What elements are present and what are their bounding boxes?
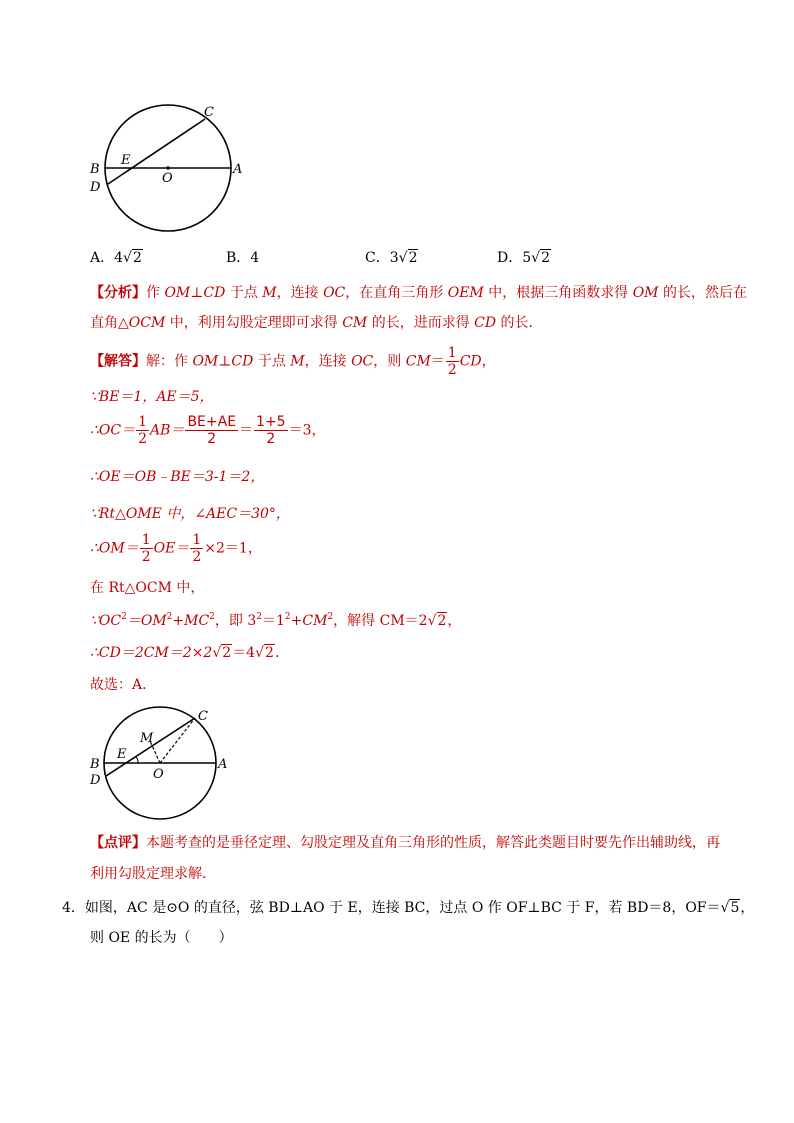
figure-1-circle-diagram bbox=[86, 98, 256, 233]
option-b: B．4 bbox=[226, 250, 260, 266]
fraction: $\frac{BE+AE}{2}$ bbox=[187, 414, 237, 447]
angle-mark bbox=[136, 757, 138, 763]
label-c: C bbox=[204, 105, 214, 120]
solution-line-4: ∴OE＝OB﹣BE＝3-1＝2， bbox=[90, 469, 265, 485]
fraction: $\frac{1+5}{2}$ bbox=[256, 414, 286, 447]
sqrt: √2 bbox=[123, 250, 142, 266]
label-d: D bbox=[90, 773, 101, 788]
sqrt: √2 bbox=[398, 250, 418, 266]
option-d: D．5√2 bbox=[497, 250, 550, 266]
sqrt: √2 bbox=[212, 645, 232, 661]
option-a: A．4√2 bbox=[90, 250, 142, 266]
sqrt: √2 bbox=[531, 250, 550, 266]
solution-line-2: ∵BE＝1，AE＝5， bbox=[90, 389, 214, 405]
option-c: C．3√2 bbox=[365, 250, 418, 266]
figure-2-circle-diagram bbox=[86, 700, 256, 825]
solution-line-8: $\because OC^2=OM^2+MC^2$，即 $3^2=1^2+CM^2$，解得 CM＝2√2， bbox=[90, 612, 462, 629]
solution-line-9: ∴CD＝2CM＝2×2√2＝4√2． bbox=[90, 645, 289, 661]
analysis-line-1: 【分析】作 OM⊥CD 于点 M，连接 OC，在直角三角形 OEM 中，根据三角函数求得 OM 的长，然后在 bbox=[90, 285, 747, 301]
question-4-line-1: 4．如图，AC 是⊙O 的直径，弦 BD⊥AO 于 E，连接 BC，过点 O 作 OF⊥BC 于 F，若 BD＝8，OF＝√5， bbox=[62, 900, 755, 916]
label-b: B bbox=[90, 162, 100, 177]
sqrt: √5 bbox=[720, 900, 740, 916]
center-point bbox=[166, 166, 170, 170]
sqrt: √2 bbox=[427, 613, 447, 629]
solution-line-5: ∵Rt△OME 中，∠AEC＝30°， bbox=[90, 506, 290, 522]
label-a: A bbox=[233, 162, 243, 177]
comment-line-2: 利用勾股定理求解． bbox=[90, 866, 216, 882]
fraction: $\frac{1}{2}$ bbox=[138, 414, 148, 447]
analysis-line-2: 直角△OCM 中，利用勾股定理即可求得 CM 的长，进而求得 CD 的长． bbox=[90, 315, 543, 331]
solution-line-3: ∴OC＝ $\frac{1}{2}$ AB＝ $\frac{BE+AE}{2}$ ＝ $\frac{1+5}{2}$ ＝3， bbox=[90, 414, 326, 447]
question-4-line-2: 则 OE 的长为（ ） bbox=[90, 930, 233, 946]
solution-line-7: 在 Rt△OCM 中， bbox=[90, 580, 205, 596]
fraction: $\frac{1}{2}$ bbox=[192, 532, 202, 565]
label-e: E bbox=[117, 747, 127, 762]
segment-oc bbox=[160, 718, 195, 763]
label-e: E bbox=[121, 153, 131, 168]
fraction: $\frac{1}{2}$ bbox=[447, 345, 457, 378]
label-a: A bbox=[218, 757, 228, 772]
label-d: D bbox=[90, 180, 101, 195]
label-o: O bbox=[162, 171, 173, 186]
solution-line-1: 【解答】解：作 OM⊥CD 于点 M，连接 OC，则 CM＝ $\frac{1}{2}$ CD， bbox=[90, 345, 496, 378]
solution-line-10: 故选：A． bbox=[90, 677, 157, 693]
fraction: $\frac{1}{2}$ bbox=[141, 532, 151, 565]
chord-dc bbox=[108, 119, 205, 184]
label-m: M bbox=[140, 731, 154, 746]
label-o: O bbox=[153, 767, 164, 782]
label-c: C bbox=[198, 709, 208, 724]
solution-line-6: ∴OM＝ $\frac{1}{2}$ OE＝ $\frac{1}{2}$ ×2＝1， bbox=[90, 532, 262, 565]
comment-line-1: 【点评】本题考查的是垂径定理、勾股定理及直角三角形的性质，解答此类题目时要先作出辅助线，再 bbox=[90, 835, 720, 851]
label-b: B bbox=[90, 757, 100, 772]
sqrt: √2 bbox=[255, 645, 274, 661]
